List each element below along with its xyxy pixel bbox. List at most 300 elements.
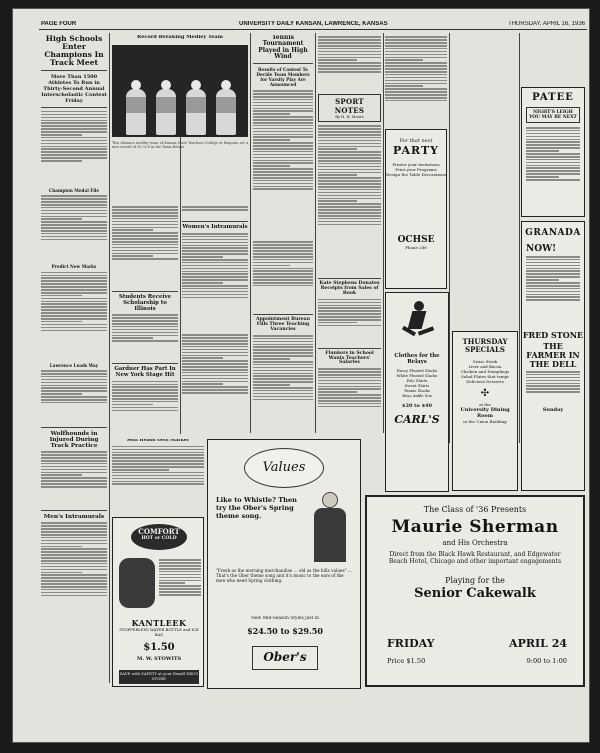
text-line	[41, 233, 107, 235]
special-item: Liver and Bacon	[468, 364, 502, 369]
text-line	[318, 310, 381, 312]
text-line	[182, 334, 248, 336]
text-line	[182, 291, 248, 293]
swastika-icon: ✣	[480, 388, 490, 399]
text-line	[41, 221, 107, 223]
clothes-item: Tennis Slacks	[403, 388, 431, 393]
text-line	[318, 48, 381, 50]
text-line	[112, 446, 204, 448]
text-line	[253, 253, 313, 255]
cakewalk-band: Maurie Sherman	[391, 517, 559, 537]
text-line	[318, 394, 381, 396]
patee-subtitle: YOU MAY BE NEXT	[529, 115, 577, 120]
article-body	[318, 36, 381, 91]
headline: Flunkers in School Wants Teachers' Salaries	[325, 350, 374, 366]
issue-date: THURSDAY, APRIL 16, 1936	[508, 21, 585, 27]
text-line	[318, 125, 381, 127]
article-relay-photo	[112, 35, 248, 201]
text-line	[41, 534, 107, 536]
text-line	[318, 131, 381, 133]
text-line	[253, 262, 313, 264]
text-line	[253, 256, 313, 258]
text-line	[41, 460, 107, 462]
text-line	[526, 285, 580, 287]
text-line	[112, 255, 153, 257]
text-line	[318, 62, 381, 64]
text-line	[41, 569, 107, 571]
text-line	[526, 268, 580, 270]
text-line	[41, 528, 107, 530]
senior-cakewalk-ad	[365, 495, 585, 687]
text-line	[385, 74, 447, 76]
text-line	[526, 288, 580, 290]
text-line	[318, 374, 381, 376]
specials-title: THURSDAY SPECIALS	[462, 337, 508, 354]
text-line	[112, 229, 153, 231]
text-line	[253, 183, 313, 185]
text-line	[318, 140, 381, 142]
newspaper-page	[12, 8, 590, 743]
text-line	[41, 239, 107, 241]
text-line	[112, 335, 178, 337]
text-line	[318, 137, 381, 139]
text-line	[253, 177, 313, 179]
text-line	[41, 474, 82, 476]
article-body	[41, 370, 107, 424]
text-line	[112, 384, 178, 386]
text-line	[253, 393, 313, 395]
text-line	[112, 317, 178, 319]
text-line	[526, 179, 580, 181]
column-rule	[250, 33, 251, 433]
text-line	[318, 68, 381, 70]
text-line	[385, 51, 447, 53]
text-line	[41, 566, 107, 568]
cakewalk-date: APRIL 24	[509, 637, 567, 650]
text-line	[253, 108, 313, 110]
text-line	[159, 562, 201, 564]
text-line	[253, 378, 313, 380]
text-line	[41, 554, 107, 556]
text-line	[318, 154, 381, 156]
text-line	[182, 288, 248, 290]
text-line	[526, 165, 580, 167]
text-line	[253, 384, 290, 386]
text-line	[526, 294, 580, 296]
clothes-price: $20 to $40	[402, 403, 432, 409]
obers-logo: Ober's	[252, 646, 318, 670]
text-line	[112, 244, 178, 246]
text-line	[318, 192, 381, 194]
text-line	[41, 572, 82, 574]
text-line	[41, 385, 107, 387]
ad-body	[526, 371, 580, 405]
text-line	[41, 120, 107, 122]
text-line	[318, 316, 381, 318]
text-line	[159, 574, 201, 576]
column-rule	[519, 33, 520, 443]
text-line	[112, 209, 178, 211]
cakewalk-line3: Playing for the	[445, 575, 505, 585]
kantleek-sub: STOPPERLESS WATER BOTTLE and ICE BAG	[119, 628, 199, 637]
text-line	[112, 320, 178, 322]
text-line	[112, 457, 204, 459]
subhead: Lawrence Leads Way	[49, 362, 99, 368]
text-line	[253, 355, 313, 357]
text-line	[41, 146, 107, 148]
text-line	[182, 363, 248, 365]
headline: Record Breaking Medley Team	[137, 35, 223, 40]
text-line	[253, 367, 313, 369]
column-rule	[109, 33, 110, 683]
headline: Tennis Tournament Played in High Wind	[258, 35, 308, 60]
photo-caption: This distance medley team of Kansas State Teachers College at Emporia set a new record of 10:32.6 in the Texas Relays.	[112, 141, 248, 150]
text-line	[318, 198, 381, 200]
text-line	[182, 294, 248, 296]
text-line	[112, 329, 178, 331]
text-line	[112, 407, 178, 409]
headline: Appointment Bureau Fills Three Teaching Vacancies	[256, 317, 310, 333]
text-line	[318, 307, 381, 309]
sport-notes-box	[318, 94, 381, 122]
text-line	[253, 168, 313, 170]
text-line	[253, 259, 313, 261]
text-line	[112, 253, 178, 255]
text-line	[253, 134, 313, 136]
text-line	[182, 236, 248, 238]
text-line	[526, 259, 580, 261]
granada-now: NOW!	[526, 244, 557, 254]
text-line	[41, 204, 107, 206]
column-6-text	[385, 35, 447, 135]
text-line	[318, 45, 381, 47]
article-body	[318, 299, 381, 345]
text-line	[112, 392, 178, 394]
text-line	[318, 218, 381, 220]
text-line	[112, 241, 178, 243]
text-line	[318, 400, 381, 402]
text-line	[41, 525, 107, 527]
text-line	[526, 167, 580, 169]
text-line	[253, 396, 313, 398]
text-line	[112, 483, 204, 485]
text-line	[253, 128, 313, 130]
party-line: Design the Table Decorations	[386, 172, 446, 177]
text-line	[253, 338, 313, 340]
text-line	[253, 139, 290, 141]
text-line	[182, 337, 248, 339]
text-line	[41, 396, 107, 398]
text-line	[41, 480, 107, 482]
text-line	[41, 315, 107, 317]
text-line	[318, 371, 381, 373]
text-line	[182, 268, 248, 270]
text-line	[41, 543, 107, 545]
text-line	[112, 463, 204, 465]
headline: High Schools Enter Champions In Track Meet	[44, 35, 104, 67]
special-item: Salad Plates that tempt	[461, 374, 509, 379]
text-line	[41, 563, 107, 565]
text-line	[41, 589, 107, 591]
text-line	[41, 303, 107, 305]
clothes-ad	[385, 292, 449, 492]
text-line	[41, 466, 107, 468]
text-line	[253, 180, 313, 182]
ad-body	[159, 558, 201, 614]
article-body	[41, 272, 107, 364]
text-line	[182, 355, 248, 357]
text-line	[41, 483, 107, 485]
text-line	[112, 410, 178, 412]
text-line	[318, 391, 357, 393]
text-line	[41, 148, 107, 150]
text-line	[112, 475, 204, 477]
values-headline: Like to Whistle? Then try the Ober's Spring theme song.	[216, 496, 297, 520]
text-line	[318, 368, 381, 370]
text-line	[253, 247, 313, 249]
article-body	[41, 451, 107, 507]
text-line	[318, 169, 381, 171]
text-line	[318, 322, 357, 324]
text-line	[318, 65, 381, 67]
text-line	[385, 85, 423, 87]
subhead: Predict New Marks	[51, 264, 97, 270]
runner-illustration	[400, 299, 436, 349]
granada-actor: FRED STONE	[522, 330, 584, 340]
deck: More Than 1500 Athletes To Run in Thirty-Second Annual Interscholastic Contest Friday	[41, 73, 107, 104]
article-body	[385, 36, 447, 134]
text-line	[253, 344, 313, 346]
text-line	[112, 323, 178, 325]
text-line	[526, 176, 559, 178]
text-line	[182, 239, 248, 241]
headline: Wolfhounds in Injured During Track Practice	[49, 431, 99, 450]
text-line	[318, 51, 381, 53]
text-line	[182, 250, 248, 252]
text-line	[526, 139, 580, 141]
article-body	[41, 195, 107, 265]
text-line	[41, 586, 107, 588]
text-line	[41, 114, 107, 116]
text-line	[182, 242, 248, 244]
text-line	[41, 117, 107, 119]
patee-title: PATEE	[532, 92, 574, 103]
text-line	[318, 146, 381, 148]
text-line	[253, 136, 313, 138]
text-line	[318, 180, 381, 182]
text-line	[41, 370, 107, 372]
article-body	[112, 206, 178, 288]
clothes-store: CARL'S	[394, 413, 440, 426]
text-line	[182, 386, 248, 388]
text-line	[318, 200, 357, 202]
text-line	[112, 247, 178, 249]
text-line	[41, 531, 107, 533]
text-line	[41, 330, 107, 332]
text-line	[41, 595, 107, 597]
text-line	[253, 279, 313, 281]
text-line	[41, 577, 107, 579]
text-line	[253, 162, 313, 164]
man-illustration	[306, 492, 356, 562]
text-line	[253, 122, 313, 124]
kantleek-product: KANTLEEK	[131, 618, 187, 628]
text-line	[318, 174, 357, 176]
text-line	[41, 283, 107, 285]
text-line	[112, 386, 178, 388]
text-line	[41, 376, 107, 378]
text-line	[41, 327, 107, 329]
text-line	[526, 173, 580, 175]
text-line	[385, 57, 447, 59]
granada-date: Sunday	[542, 407, 564, 413]
text-line	[253, 119, 313, 121]
party-headline: PARTY	[393, 144, 439, 157]
text-line	[253, 370, 313, 372]
text-line	[318, 195, 381, 197]
text-line	[41, 560, 107, 562]
text-line	[253, 186, 313, 188]
clothes-item: Sweat Shirts	[404, 383, 430, 388]
text-line	[385, 45, 447, 47]
cakewalk-details: Direct from the Black Hawk Restaurant, and Edgewater Beach Hotel, Chicago and other important engagements	[388, 551, 562, 566]
deck: Results of Contest To Decide Team Members for Varsity Play Are Announced	[256, 67, 310, 88]
text-line	[182, 381, 248, 383]
specials-place-sub: in the Union Building	[463, 419, 507, 424]
text-line	[318, 183, 381, 185]
text-line	[253, 188, 313, 190]
text-line	[253, 349, 313, 351]
article-body	[253, 90, 313, 240]
text-line	[526, 374, 580, 376]
text-line	[526, 276, 580, 278]
text-line	[253, 390, 313, 392]
text-line	[41, 318, 107, 320]
text-line	[526, 156, 580, 158]
text-line	[41, 306, 107, 308]
column-sport-notes	[318, 35, 381, 435]
text-line	[41, 324, 107, 326]
kantleek-store: M. W. STOWITS	[136, 656, 182, 662]
text-line	[41, 592, 107, 594]
text-line	[112, 221, 178, 223]
text-line	[526, 273, 580, 275]
text-line	[318, 377, 381, 379]
text-line	[112, 466, 204, 468]
text-line	[318, 224, 381, 226]
text-line	[41, 201, 107, 203]
special-item: Swiss Steak	[472, 359, 498, 364]
text-line	[182, 271, 248, 273]
text-line	[41, 157, 107, 159]
text-line	[182, 366, 248, 368]
specials-place-intro: at the	[479, 402, 491, 407]
text-line	[41, 295, 82, 297]
text-line	[112, 381, 178, 383]
text-line	[318, 57, 381, 59]
article-body	[112, 446, 204, 506]
text-line	[112, 452, 204, 454]
text-line	[41, 540, 107, 542]
text-line	[41, 312, 107, 314]
text-line	[253, 148, 313, 150]
text-line	[253, 250, 313, 252]
text-line	[318, 71, 381, 73]
text-line	[112, 454, 204, 456]
text-line	[182, 343, 248, 345]
text-line	[318, 134, 381, 136]
obers-values-ad	[207, 439, 361, 689]
subhead: Champion Medal File	[48, 187, 100, 193]
text-line	[41, 472, 107, 474]
text-line	[159, 582, 185, 584]
text-line	[41, 160, 82, 162]
text-line	[385, 59, 423, 61]
text-line	[41, 309, 107, 311]
text-line	[253, 399, 313, 401]
text-line	[41, 134, 82, 136]
text-line	[318, 403, 381, 405]
sport-notes-byline: By H. H. Moore	[335, 115, 364, 120]
text-line	[182, 360, 248, 362]
text-line	[41, 289, 107, 291]
text-line	[41, 195, 107, 197]
clothes-item: Boys Ankle Sox	[402, 393, 432, 398]
text-line	[41, 275, 107, 277]
text-line	[112, 481, 204, 483]
text-line	[526, 380, 580, 382]
text-line	[253, 335, 313, 337]
text-line	[253, 145, 313, 147]
column-3-lower	[182, 205, 248, 435]
text-line	[526, 153, 580, 155]
cakewalk-event: Senior Cakewalk	[414, 585, 536, 601]
text-line	[385, 48, 447, 50]
text-line	[112, 224, 178, 226]
text-line	[41, 216, 107, 218]
relay-team-photo	[112, 45, 248, 137]
text-line	[318, 59, 357, 61]
text-line	[41, 457, 107, 459]
granada-title: GRANADA	[525, 228, 581, 238]
article-body	[41, 522, 107, 632]
text-line	[182, 378, 248, 380]
text-line	[526, 262, 580, 264]
values-price: $24.50 to $29.50	[247, 626, 323, 636]
text-line	[385, 91, 447, 93]
text-line	[159, 588, 201, 590]
text-line	[41, 140, 107, 142]
text-line	[41, 548, 107, 550]
text-line	[41, 399, 107, 401]
text-line	[253, 276, 313, 278]
values-price-line: New Mid-Season Styles just in	[251, 616, 319, 621]
text-line	[318, 39, 381, 41]
text-line	[41, 230, 107, 232]
text-line	[318, 302, 381, 304]
article-body	[318, 125, 381, 275]
text-line	[318, 42, 381, 44]
text-line	[526, 279, 559, 281]
text-line	[112, 206, 178, 208]
text-line	[182, 357, 223, 359]
text-line	[318, 166, 381, 168]
text-line	[112, 258, 178, 260]
special-item: Chicken and Dumplings	[460, 369, 510, 374]
text-line	[385, 83, 447, 85]
text-line	[253, 285, 313, 287]
text-line	[526, 299, 580, 301]
